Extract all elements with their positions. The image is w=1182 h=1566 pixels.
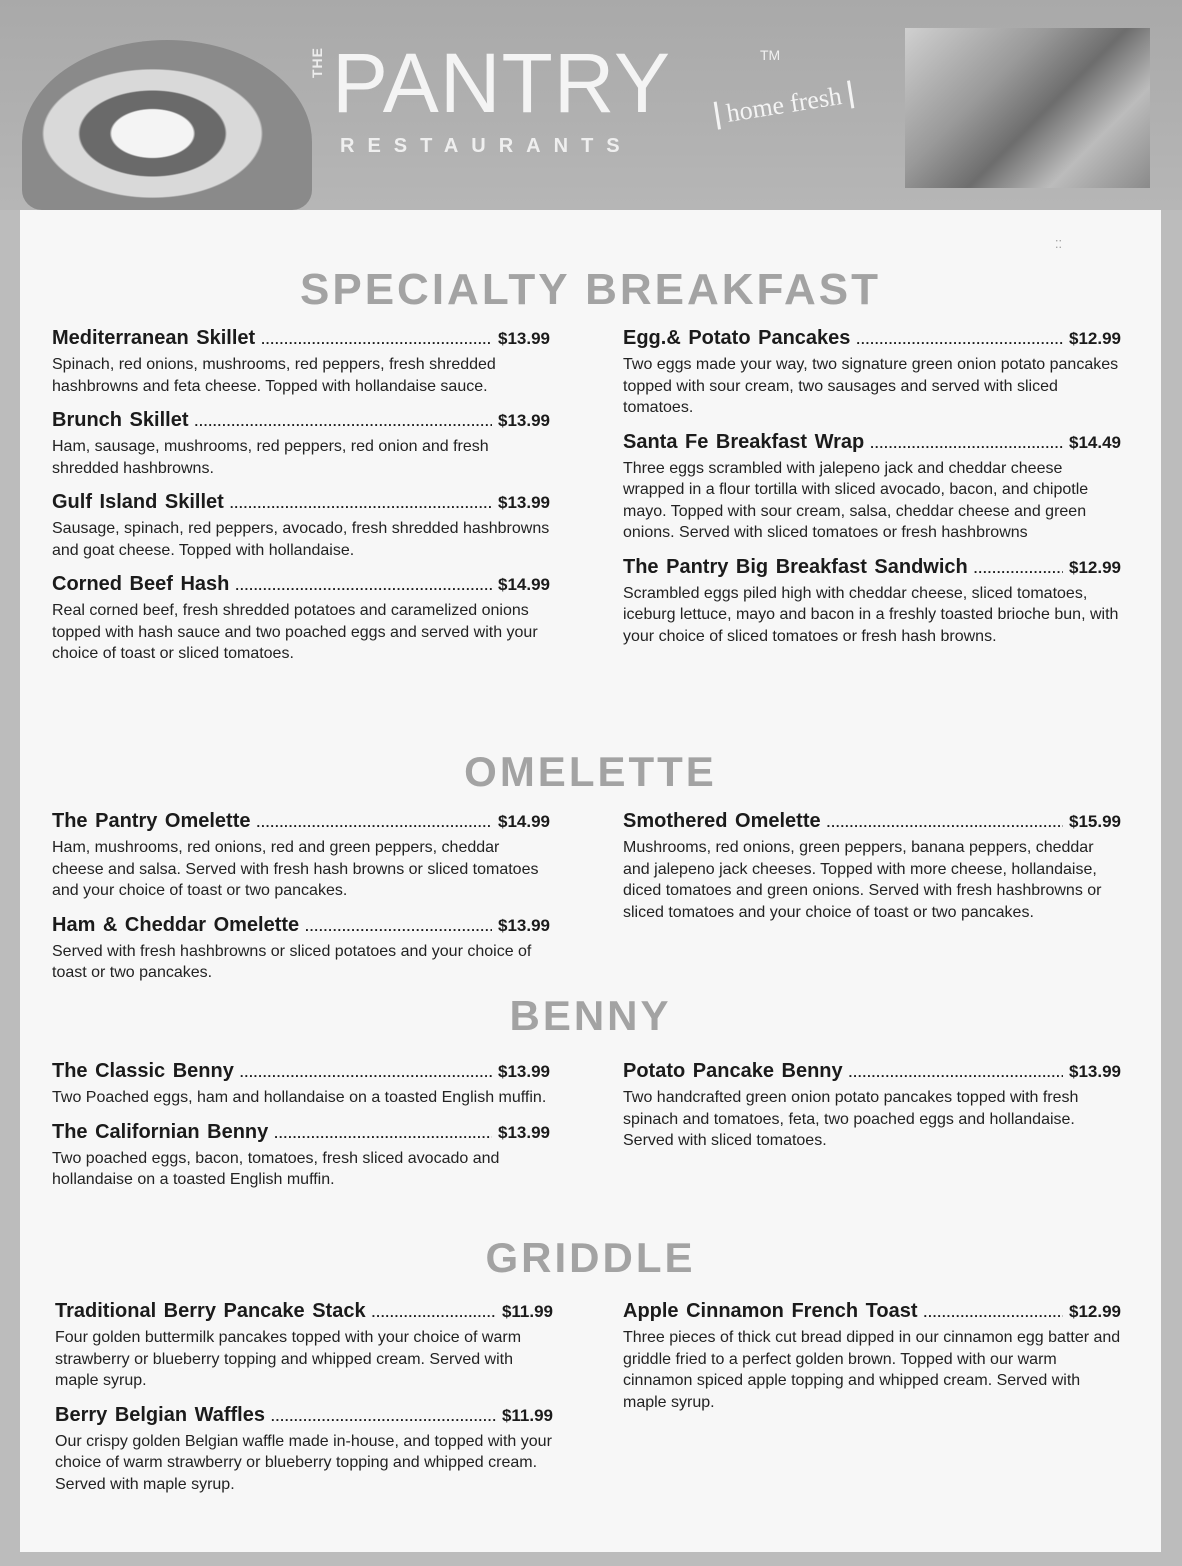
item-price: $13.99 <box>498 411 550 430</box>
item-description: Spinach, red onions, mushrooms, red peppers, fresh shredded hashbrowns and feta cheese. Topped with hollandaise sauce. <box>52 356 496 395</box>
item-name: Berry Belgian Waffles <box>55 1403 265 1426</box>
menu-item <box>52 1058 550 1109</box>
restaurant-logo <box>310 35 870 175</box>
benny-left-column <box>52 1058 550 1201</box>
item-name: Ham & Cheddar Omelette <box>52 913 300 936</box>
menu-page <box>20 210 1161 1552</box>
specialty-right-column <box>623 325 1121 657</box>
item-price: $15.99 <box>1069 812 1121 831</box>
item-name: Potato Pancake Benny <box>623 1060 843 1082</box>
logo-subtitle: RESTAURANTS <box>340 135 633 157</box>
food-photo-right <box>905 28 1150 188</box>
item-name: Santa Fe Breakfast Wrap <box>623 430 865 453</box>
menu-item <box>623 325 1121 419</box>
item-price: $14.99 <box>498 575 550 594</box>
item-description: Three eggs scrambled with jalepeno jack and cheddar cheese wrapped in a flour tortilla with sliced avocado, bacon, and chipotle mayo. Topped with sour cream, salsa, cheddar cheese and green onions. Served with sliced tomatoes or fresh hashbrowns <box>623 459 1089 541</box>
item-price: $12.99 <box>1069 329 1121 348</box>
item-price: $14.99 <box>498 812 550 831</box>
item-name: Brunch Skillet <box>52 409 189 431</box>
section-title-omelette: OMELETTE <box>464 748 717 795</box>
menu-item <box>55 1298 553 1392</box>
item-name: Apple Cinnamon French Toast <box>623 1300 918 1322</box>
item-description: Ham, mushrooms, red onions, red and green peppers, cheddar cheese and salsa. Served with fresh hash browns or sliced tomatoes and your choice of toast or two pancakes. <box>52 839 539 899</box>
item-price: $13.99 <box>1069 1062 1121 1081</box>
benny-right-column <box>623 1058 1121 1162</box>
menu-item <box>623 808 1121 923</box>
logo-trademark: TM <box>760 47 781 63</box>
logo-the: THE <box>309 47 325 78</box>
item-description: Two eggs made your way, two signature green onion potato pancakes topped with sour cream, two sausages and served with sliced tomatoes. <box>623 356 1119 416</box>
item-description: Four golden buttermilk pancakes topped with your choice of warm strawberry or blueberry topping and whipped cream. Served with maple syrup. <box>55 1329 522 1389</box>
item-description: Two handcrafted green onion potato pancakes topped with fresh spinach and tomatoes, feta, two poached eggs and hollandaise. Served with sliced tomatoes. <box>623 1089 1079 1149</box>
item-price: $12.99 <box>1069 557 1121 577</box>
item-name: Corned Beef Hash <box>52 573 230 595</box>
item-description: Real corned beef, fresh shredded potatoes and caramelized onions topped with hash sauce and two poached eggs and served with your choice of toast or sliced tomatoes. <box>52 602 538 662</box>
menu-item <box>52 489 550 561</box>
section-title-griddle: GRIDDLE <box>485 1234 696 1281</box>
item-name: Mediterranean Skillet <box>52 327 256 349</box>
item-description: Mushrooms, red onions, green peppers, banana peppers, cheddar and jalepeno jack cheeses. Topped with more cheese, hollandaise, diced tomatoes and green onions. Served with fresh hashbrowns or sliced tomatoes and your choice of toast or two pancakes. <box>623 839 1102 921</box>
scan-mark: ⁚⁚ <box>1055 239 1062 251</box>
section-title-specialty-breakfast: SPECIALTY BREAKFAST <box>300 265 881 314</box>
item-description: Sausage, spinach, red peppers, avocado, fresh shredded hashbrowns and goat cheese. Topped with hollandaise. <box>52 520 550 559</box>
item-price: $13.99 <box>498 915 550 935</box>
omelette-left-column <box>52 808 550 994</box>
item-price: $12.99 <box>1069 1302 1121 1321</box>
griddle-left-column <box>55 1298 553 1505</box>
item-description: Ham, sausage, mushrooms, red peppers, red onion and fresh shredded hashbrowns. <box>52 438 489 477</box>
menu-item <box>52 325 550 397</box>
menu-item <box>52 1119 550 1191</box>
logo-tagline: home fresh <box>714 80 855 129</box>
menu-item <box>623 554 1121 648</box>
item-name: The Pantry Big Breakfast Sandwich <box>623 555 968 578</box>
item-name: Egg.& Potato Pancakes <box>623 327 851 349</box>
menu-item <box>623 1298 1121 1413</box>
menu-item <box>52 407 550 479</box>
item-price: $11.99 <box>501 1405 553 1425</box>
item-name: Gulf Island Skillet <box>52 491 224 513</box>
item-description: Three pieces of thick cut bread dipped in our cinnamon egg batter and griddle fried to a perfect golden brown. Topped with our warm cinnamon spiced apple topping and whipped cream. Served with maple syrup. <box>623 1329 1121 1411</box>
item-price: $13.99 <box>498 329 550 348</box>
menu-header <box>0 0 1182 210</box>
item-name: Smothered Omelette <box>623 810 821 832</box>
item-price: $11.99 <box>501 1302 553 1321</box>
omelette-right-column <box>623 808 1121 933</box>
item-description: Scrambled eggs piled high with cheddar cheese, sliced tomatoes, iceburg lettuce, mayo and bacon in a freshly toasted brioche bun, with your choice of sliced tomatoes or fresh hash browns. <box>623 584 1119 645</box>
menu-item <box>52 571 550 665</box>
menu-item <box>52 912 550 984</box>
item-price: $13.99 <box>498 493 550 512</box>
item-description: Two Poached eggs, ham and hollandaise on a toasted English muffin. <box>52 1089 547 1106</box>
menu-item <box>52 808 550 902</box>
logo-name: PANTRY <box>332 36 671 130</box>
item-name: The Classic Benny <box>52 1060 234 1082</box>
item-description: Our crispy golden Belgian waffle made in-house, and topped with your choice of warm strawberry or blueberry topping and whipped cream. Served with maple syrup. <box>55 1432 552 1493</box>
item-price: $14.49 <box>1069 432 1121 452</box>
menu-item <box>55 1402 553 1496</box>
specialty-left-column <box>52 325 550 675</box>
item-price: $13.99 <box>498 1122 550 1142</box>
item-price: $13.99 <box>498 1062 550 1081</box>
item-name: The Pantry Omelette <box>52 810 251 832</box>
section-title-benny: BENNY <box>509 992 672 1039</box>
griddle-right-column <box>623 1298 1121 1423</box>
menu-item <box>623 429 1121 544</box>
food-photo-left <box>22 40 312 210</box>
item-description: Two poached eggs, bacon, tomatoes, fresh sliced avocado and hollandaise on a toasted English muffin. <box>52 1149 500 1188</box>
item-description: Served with fresh hashbrowns or sliced potatoes and your choice of toast or two pancakes. <box>52 942 532 981</box>
item-name: The Californian Benny <box>52 1120 269 1143</box>
item-name: Traditional Berry Pancake Stack <box>55 1300 366 1322</box>
menu-item <box>623 1058 1121 1152</box>
